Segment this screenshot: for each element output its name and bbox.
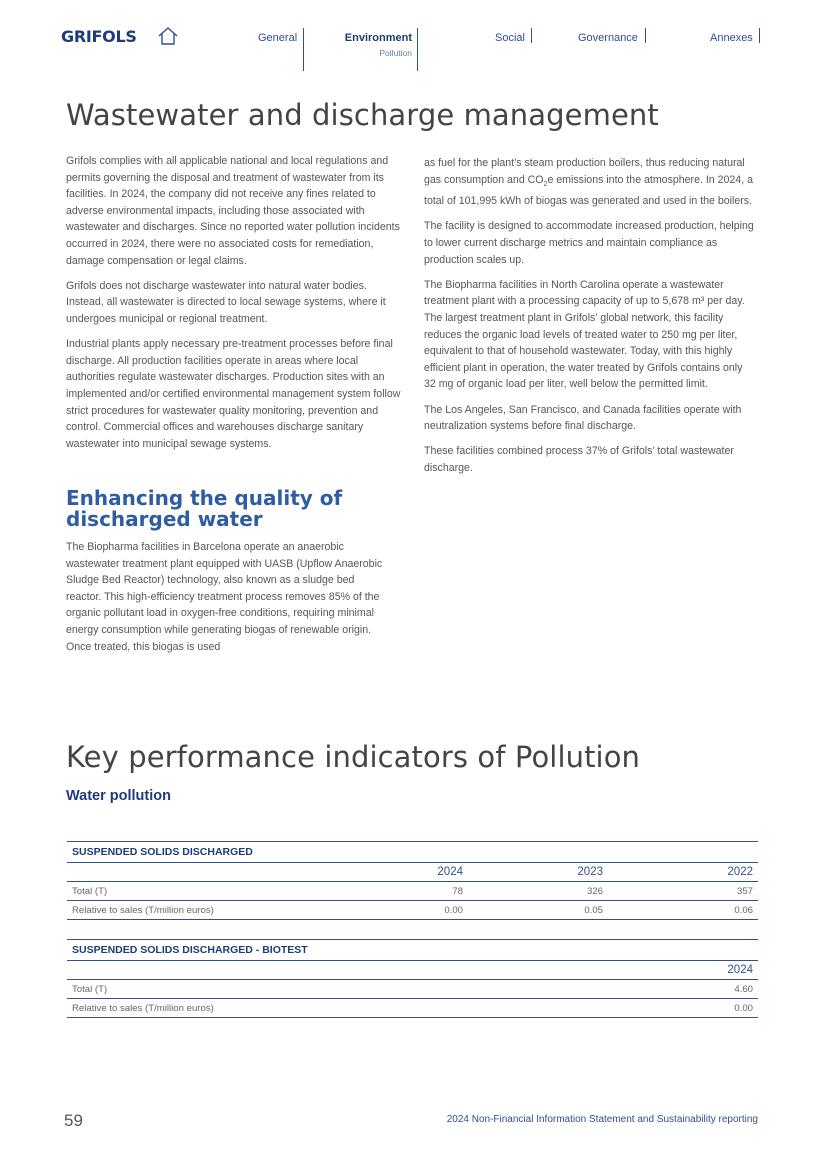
grifols-logo[interactable]: GRIFOLS (61, 27, 137, 46)
nav-sub-pollution[interactable]: Pollution (379, 48, 412, 58)
nav-divider (645, 28, 646, 43)
table-row (67, 980, 758, 999)
paragraph: These facilities combined process 37% of Grifols’ total wastewater discharge. (424, 445, 734, 474)
row-label: Total (T) (67, 882, 328, 901)
table-row (67, 901, 758, 920)
paragraph: Grifols does not discharge wastewater into natural water bodies. Instead, all wastewater is directed to local sewage systems, where it undergoes municipal or regional treatment. (66, 279, 386, 325)
paragraph: as fuel for the plant’s steam production boilers, thus reducing natural gas consumption and $CO_2e$ emissions into the atmosphere. In 2024, a total of 101,995 kWh of biogas was generated and used in the boilers. (424, 157, 753, 208)
nav-environment[interactable]: Environment (344, 32, 412, 44)
table-title: SUSPENDED SOLIDS DISCHARGED - BIOTEST (67, 940, 758, 961)
paragraph: Grifols complies with all applicable national and local regulations and permits governing the disposal and treatment of wastewater from its facilities. In 2024, the company did not receive any fines related to adverse environmental impacts, including those associated with wastewater and discharges. Since no reported water pollution incidents occurred in 2024, there were no associated costs for remediation, damage compensation or legal claims. (66, 155, 400, 267)
cell-value: 357 (608, 882, 758, 901)
subtitle-water-pollution: Water pollution (66, 788, 171, 804)
nav-general[interactable]: General (258, 32, 298, 44)
cell-value: 0.00 (328, 901, 468, 920)
table-year: 2024 (608, 961, 758, 980)
table-suspended-solids-biotest (67, 939, 758, 1018)
cell-value: 0.06 (608, 901, 758, 920)
right-column (424, 155, 754, 485)
table-title: SUSPENDED SOLIDS DISCHARGED (67, 842, 758, 863)
cell-value: 326 (468, 882, 608, 901)
row-label: Relative to sales (T/million euros) (67, 999, 608, 1018)
row-label: Total (T) (67, 980, 608, 999)
report-title: 2024 Non-Financial Information Statement and Sustainability reporting (446, 1114, 758, 1125)
paragraph: The Biopharma facilities in Barcelona operate an anaerobic wastewater treatment plant equipped with UASB (Upflow Anaerobic Sludge Bed Reactor) technology, also known as a sludge bed reactor. This high-efficiency treatment process removes 85% of the organic pollutant load in oxygen-free conditions, requiring minimal energy consumption while generating biogas of renewable origin. Once treated, this biogas is used (66, 541, 383, 653)
subheading-enhancing-quality: Enhancing the quality of discharged water (66, 486, 343, 531)
section-title-kpi: Key performance indicators of Pollution (66, 740, 641, 774)
table-year: 2024 (328, 863, 468, 882)
paragraph: The facility is designed to accommodate increased production, helping to lower current discharge metrics and maintain compliance as production scales up. (424, 220, 754, 266)
section-title-wastewater: Wastewater and discharge management (66, 98, 659, 132)
page-number: 59 (64, 1111, 83, 1130)
table-suspended-solids (67, 841, 758, 920)
cell-value: 0.00 (608, 999, 758, 1018)
table-year: 2023 (468, 863, 608, 882)
table-year: 2022 (608, 863, 758, 882)
home-icon[interactable] (157, 26, 179, 46)
left-column (66, 153, 406, 461)
paragraph: The Biopharma facilities in North Carolina operate a wastewater treatment plant with a processing capacity of up to 5,678 m³ per day. The largest treatment plant in Grifols’ global network, this facility reduces the organic load levels of treated water to 250 mg per liter, equivalent to that of household wastewater. Today, with this highly efficient plant in operation, the water treated by Grifols contains only 32 mg of organic load per liter, well below the permitted limit. (424, 278, 745, 391)
left-column-sub (66, 539, 390, 664)
nav-divider (759, 28, 760, 43)
paragraph: Industrial plants apply necessary pre-treatment processes before final discharge. All production facilities operate in areas where local authorities regulate wastewater discharges. Production sites with an implemented and/or certified environmental management system follow strict procedures for wastewater quality monitoring, prevention and control. Commercial offices and warehouses discharge sanitary wastewater into municipal sewage systems. (66, 338, 401, 450)
paragraph: The Los Angeles, San Francisco, and Canada facilities operate with neutralization systems before final discharge. (424, 403, 742, 433)
cell-value: 0.05 (468, 901, 608, 920)
nav-divider (303, 28, 304, 71)
nav-annexes[interactable]: Annexes (710, 32, 753, 44)
nav-divider (417, 28, 418, 71)
nav-governance[interactable]: Governance (578, 32, 638, 44)
nav-social[interactable]: Social (495, 32, 525, 44)
table-row (67, 882, 758, 901)
cell-value: 4.60 (608, 980, 758, 999)
row-label: Relative to sales (T/million euros) (67, 901, 328, 920)
nav-divider (531, 28, 532, 43)
cell-value: 78 (328, 882, 468, 901)
table-row (67, 999, 758, 1018)
